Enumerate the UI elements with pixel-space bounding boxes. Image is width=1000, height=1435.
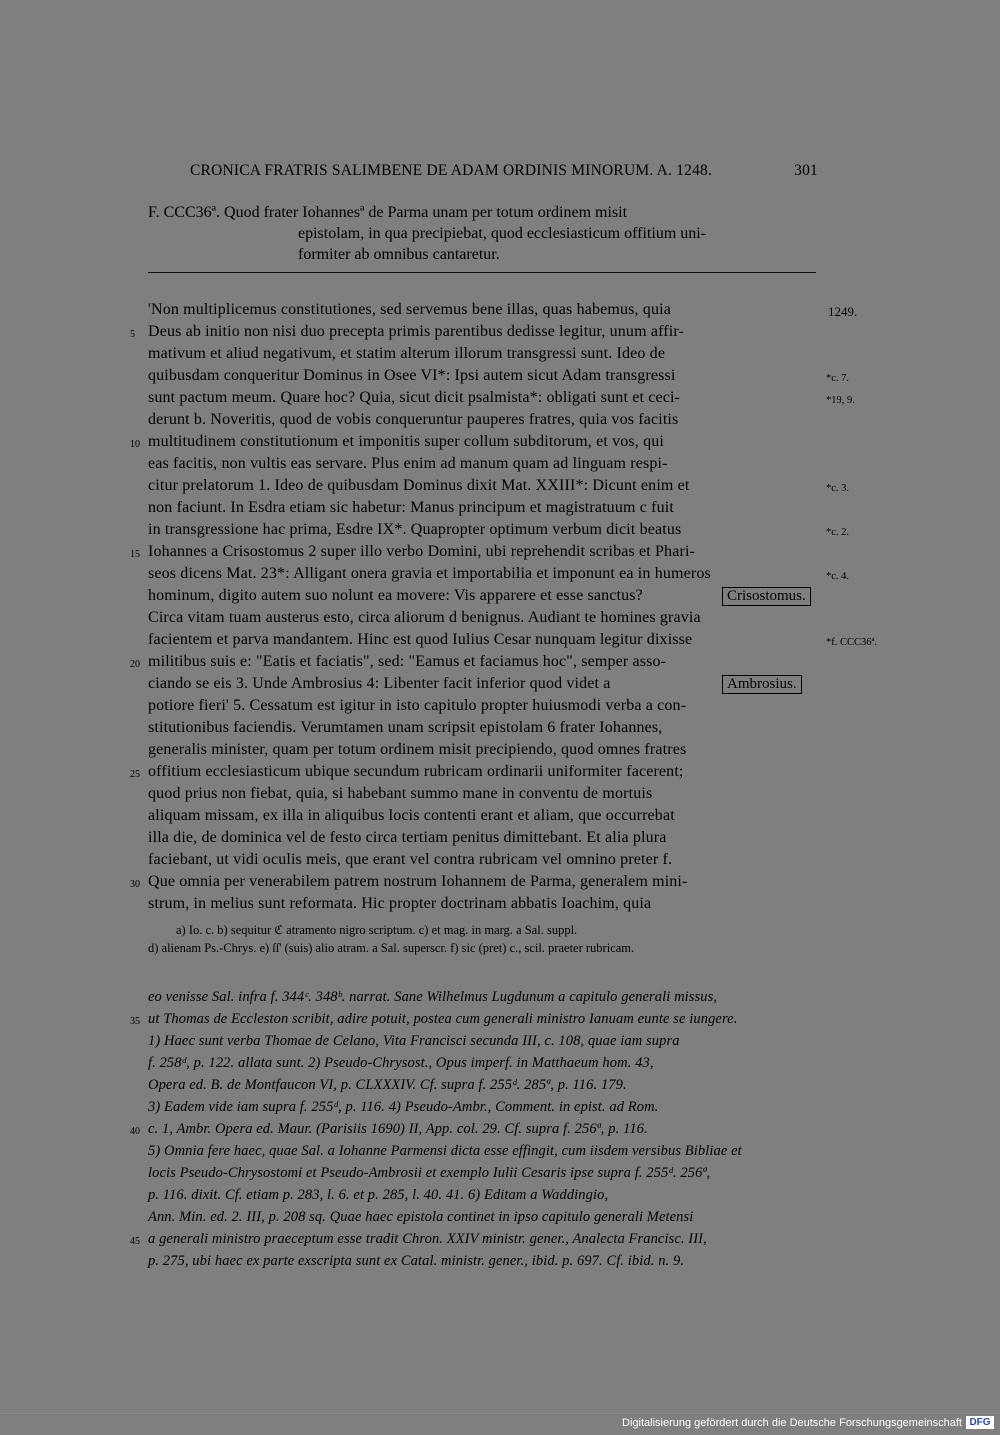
body-line: Circa vitam tuam austerus esto, circa aliorum d benignus. Audiant te homines gravia xyxy=(148,609,701,626)
body-line: eas facitis, non vultis eas servare. Plus enim ad manum quam ad linguam respi- xyxy=(148,455,668,472)
note-line: Opera ed. B. de Montfaucon VI, p. CLXXXIV. Cf. supra f. 255ᵈ. 285ª, p. 116. 179. xyxy=(148,1077,627,1093)
line-number: 25 xyxy=(130,769,140,780)
body-line: potiore fieri' 5. Cessatum est igitur in isto capitulo propter huiusmodi verba a con- xyxy=(148,697,687,714)
body-line: ciando se eis 3. Unde Ambrosius 4: Libenter facit inferior quod videt a xyxy=(148,675,611,692)
body-line: multitudinem constitutionum et imponitis super collum subditorum, et vos, qui xyxy=(148,433,664,450)
margin-year: 1249. xyxy=(828,304,858,319)
body-line: Deus ab initio non nisi duo precepta primis parentibus dedisse legitur, unum affir- xyxy=(148,323,684,340)
body-line: faciebant, ut vidi oculis meis, que erant vel contra rubricam vel omnino preter f. xyxy=(148,851,673,868)
line-number: 10 xyxy=(130,439,140,450)
body-line: quod prius non fiebat, quia, si habebant summo mane in conventu de mortuis xyxy=(148,785,653,802)
body-line: derunt b. Noveritis, quod de vobis conqueruntur pauperes fratres, quia vos facitis xyxy=(148,411,679,428)
body-line: non faciunt. In Esdra etiam sic habetur: Manus principum et magistratuum c fuit xyxy=(148,499,674,516)
body-line: offitium ecclesiasticum ubique secundum rubricam ordinarii uniformiter facerent; xyxy=(148,763,684,780)
line-number: 5 xyxy=(130,329,135,340)
running-title: CRONICA FRATRIS SALIMBENE DE ADAM ORDINIS MINORUM. A. 1248. xyxy=(190,162,713,179)
note-line: a generali ministro praeceptum esse tradit Chron. XXIV ministr. gener., Analecta Francisc. III, xyxy=(148,1231,707,1247)
margin-reference: *19, 9. xyxy=(826,395,855,406)
body-line: aliquam missam, ex illa in aliquibus locis contenti erant et aliam, que occurrebat xyxy=(148,807,675,824)
boxed-label-ambrosius: Ambrosius. xyxy=(722,675,802,694)
body-line: sunt pactum meum. Quare hoc? Quia, sicut dicit psalmista*: obligati sunt et ceci- xyxy=(148,389,681,406)
line-number: 45 xyxy=(130,1236,140,1247)
line-number: 30 xyxy=(130,879,140,890)
heading-rule xyxy=(148,272,816,273)
margin-folio-reference: *f. CCC36ª. xyxy=(826,637,878,648)
body-line: generalis minister, quam per totum ordinem misit precipiendo, quod omnes fratres xyxy=(148,741,687,758)
note-line: ut Thomas de Eccleston scribit, adire potuit, postea cum generali ministro Ianuam eunte se iungere. xyxy=(148,1011,738,1027)
apparatus-line: d) alienam Ps.-Chrys. e) ſſ' (suis) alio atram. a Sal. superscr. f) sic (pret) c., scil. praeter rubricam. xyxy=(148,941,635,955)
body-line: seos dicens Mat. 23*: Alligant onera gravia et importabilia et imponunt ea in humeros xyxy=(148,565,711,582)
body-line: hominum, digito autem suo nolunt ea movere: Vis apparere et esse sanctus? xyxy=(148,587,643,604)
page-number: 301 xyxy=(794,162,818,179)
body-line: Iohannes a Crisostomus 2 super illo verbo Domini, ubi reprehendit scribas et Phari- xyxy=(148,543,696,560)
note-line: 5) Omnia fere haec, quae Sal. a Iohanne Parmensi dicta esse effingit, cum iisdem versibus Bibliae et xyxy=(148,1143,742,1159)
apparatus-line: a) Io. c. b) sequitur ℭ atramento nigro scriptum. c) et mag. in marg. a Sal. suppl. xyxy=(176,923,578,937)
body-line: mativum et aliud negativum, et statim alterum illorum transgressi sunt. Ideo de xyxy=(148,345,666,362)
note-line: p. 116. dixit. Cf. etiam p. 283, l. 6. et p. 285, l. 40. 41. 6) Editam a Waddingio, xyxy=(148,1187,609,1203)
note-line: f. 258ᵈ, p. 122. allata sunt. 2) Pseudo-Chrysost., Opus imperf. in Matthaeum hom. 43, xyxy=(148,1055,654,1071)
chapter-heading-line: formiter ab omnibus cantaretur. xyxy=(298,246,500,263)
margin-reference: *c. 7. xyxy=(826,373,850,384)
margin-reference: *c. 2. xyxy=(826,527,850,538)
note-line: p. 275, ubi haec ex parte exscripta sunt ex Catal. ministr. gener., ibid. p. 697. Cf. ibid. n. 9. xyxy=(148,1253,685,1269)
dfg-logo: DFG xyxy=(966,1416,994,1429)
body-line: quibusdam conqueritur Dominus in Osee VI*: Ipsi autem sicut Adam transgressi xyxy=(148,367,676,384)
digitization-credit: Digitalisierung gefördert durch die Deutsche Forschungsgemeinschaft xyxy=(622,1417,962,1429)
chapter-heading-line: epistolam, in qua precipiebat, quod ecclesiasticum offitium uni- xyxy=(298,225,707,242)
note-line: 1) Haec sunt verba Thomae de Celano, Vita Francisci secunda III, c. 108, quae iam supra xyxy=(148,1033,680,1049)
body-line: stitutionibus faciendis. Verumtamen unam scripsit epistolam 6 frater Iohannes, xyxy=(148,719,663,736)
body-line: strum, in melius sunt reformata. Hic propter doctrinam abbatis Ioachim, quia xyxy=(148,895,652,912)
note-line: c. 1, Ambr. Opera ed. Maur. (Parisiis 1690) II, App. col. 29. Cf. supra f. 256ª, p. 116. xyxy=(148,1121,648,1137)
chapter-heading-line: F. CCC36ª. Quod frater Iohannesª de Parma unam per totum ordinem misit xyxy=(148,204,628,221)
body-line: illa die, de dominica vel de festo circa tertiam penitus dimittebant. Et alia plura xyxy=(148,829,667,846)
note-line: locis Pseudo-Chrysostomi et Pseudo-Ambrosii et exemplo Iulii Cesaris ipse supra f. 255ᵈ. 256ª, xyxy=(148,1165,711,1181)
body-line: 'Non multiplicemus constitutiones, sed servemus bene illas, quas habemus, quia xyxy=(148,301,671,318)
margin-reference: *c. 4. xyxy=(826,571,850,582)
note-line: eo venisse Sal. infra f. 344ᶜ. 348ᵇ. narrat. Sane Wilhelmus Lugdunum a capitulo generali missus, xyxy=(148,989,718,1005)
line-number: 35 xyxy=(130,1016,140,1027)
body-line: Que omnia per venerabilem patrem nostrum Iohannem de Parma, generalem mini- xyxy=(148,873,688,890)
body-line: citur prelatorum 1. Ideo de quibusdam Dominus dixit Mat. XXIII*: Dicunt enim et xyxy=(148,477,690,494)
line-number: 40 xyxy=(130,1126,140,1137)
body-line: facientem et parva mandantem. Hinc est quod Iulius Cesar nunquam legitur dixisse xyxy=(148,631,693,648)
line-number: 20 xyxy=(130,659,140,670)
body-line: militibus suis e: "Eatis et faciatis", sed: "Eamus et faciamus hoc", semper asso- xyxy=(148,653,667,670)
margin-reference: *c. 3. xyxy=(826,483,850,494)
note-line: 3) Eadem vide iam supra f. 255ᵈ, p. 116. 4) Pseudo-Ambr., Comment. in epist. ad Rom. xyxy=(148,1099,659,1115)
boxed-label-crisostomus: Crisostomus. xyxy=(722,587,811,606)
line-number: 15 xyxy=(130,549,140,560)
body-line: in transgressione hac prima, Esdre IX*. Quapropter optimum verbum dicit beatus xyxy=(148,521,682,538)
note-line: Ann. Min. ed. 2. III, p. 208 sq. Quae haec epistola continet in ipso capitulo generali Metensi xyxy=(148,1209,694,1225)
